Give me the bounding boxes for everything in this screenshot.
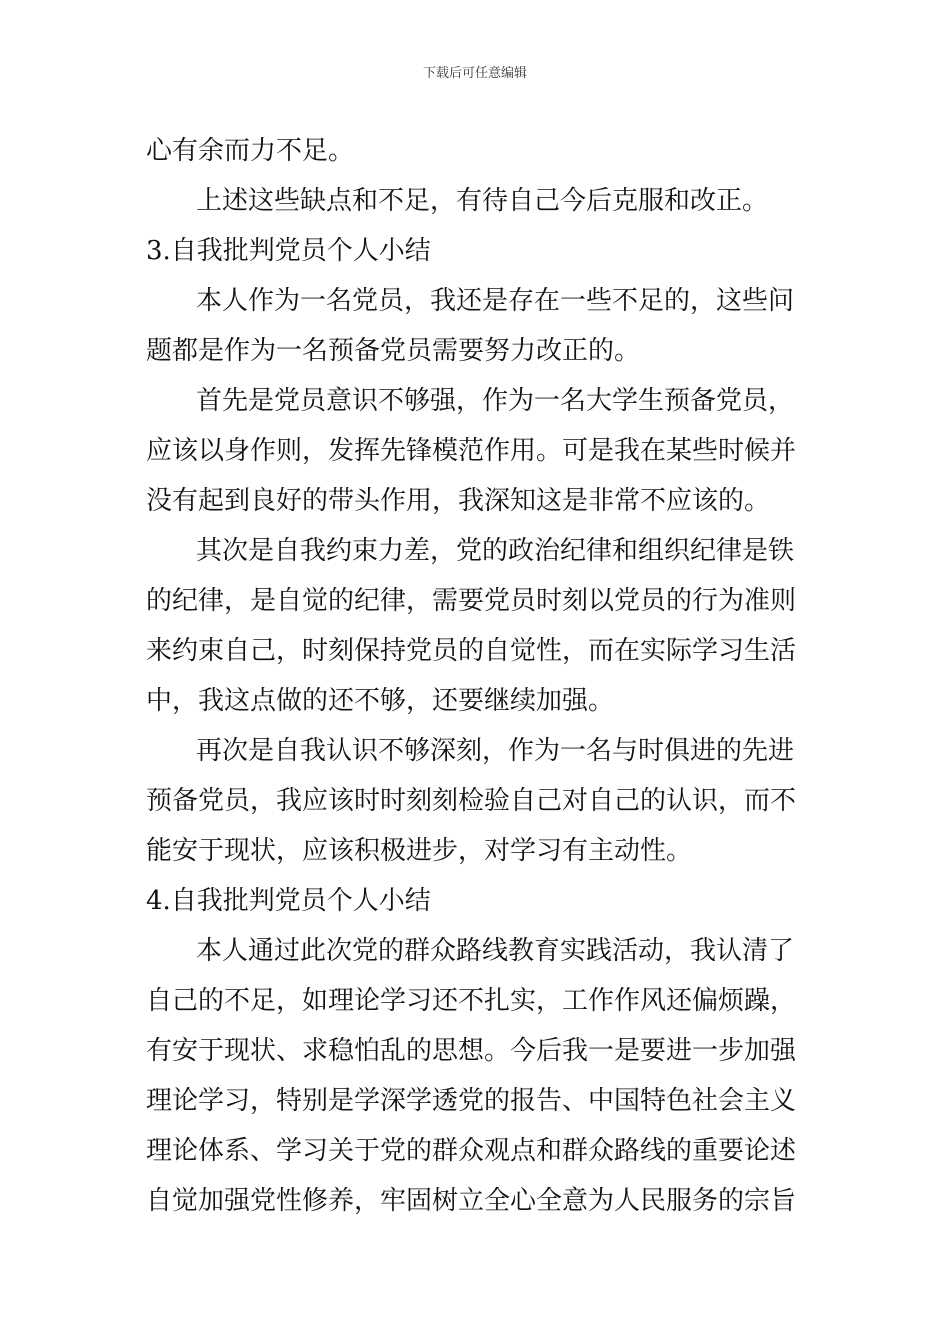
- text-line: 自己的不足，如理论学习还不扎实，工作作风还偏烦躁，: [146, 986, 797, 1016]
- text-line: 心有余而力不足。: [146, 136, 355, 166]
- text-line: 本人作为一名党员，我还是存在一些不足的，这些问: [196, 286, 795, 316]
- text-line: 本人通过此次党的群众路线教育实践活动，我认清了: [196, 936, 795, 966]
- text-line: 自觉加强党性修养，牢固树立全心全意为人民服务的宗旨: [146, 1186, 797, 1216]
- section-heading: 3.自我批判党员个人小结: [146, 236, 431, 266]
- text-line: 有安于现状、求稳怕乱的思想。今后我一是要进一步加强: [146, 1036, 797, 1066]
- text-line: 其次是自我约束力差，党的政治纪律和组织纪律是铁: [196, 536, 795, 566]
- text-line: 来约束自己，时刻保持党员的自觉性，而在实际学习生活: [146, 636, 797, 666]
- text-line: 应该以身作则，发挥先锋模范作用。可是我在某些时候并: [146, 436, 797, 466]
- text-line: 的纪律，是自觉的纪律，需要党员时刻以党员的行为准则: [146, 586, 797, 616]
- text-line: 首先是党员意识不够强，作为一名大学生预备党员，: [196, 386, 795, 416]
- text-line: 预备党员，我应该时时刻刻检验自己对自己的认识，而不: [146, 786, 797, 816]
- page-header: 下载后可任意编辑: [422, 66, 527, 81]
- section-heading: 4.自我批判党员个人小结: [146, 886, 431, 916]
- text-line: 上述这些缺点和不足，有待自己今后克服和改正。: [196, 186, 769, 216]
- text-line: 没有起到良好的带头作用，我深知这是非常不应该的。: [146, 486, 771, 516]
- text-line: 能安于现状，应该积极进步，对学习有主动性。: [146, 836, 693, 866]
- text-line: 理论学习，特别是学深学透党的报告、中国特色社会主义: [146, 1086, 797, 1116]
- text-line: 题都是作为一名预备党员需要努力改正的。: [146, 336, 641, 366]
- text-line: 再次是自我认识不够深刻，作为一名与时俱进的先进: [196, 736, 795, 766]
- text-line: 中，我这点做的还不够，还要继续加强。: [146, 686, 615, 716]
- text-line: 理论体系、学习关于党的群众观点和群众路线的重要论述: [146, 1136, 797, 1166]
